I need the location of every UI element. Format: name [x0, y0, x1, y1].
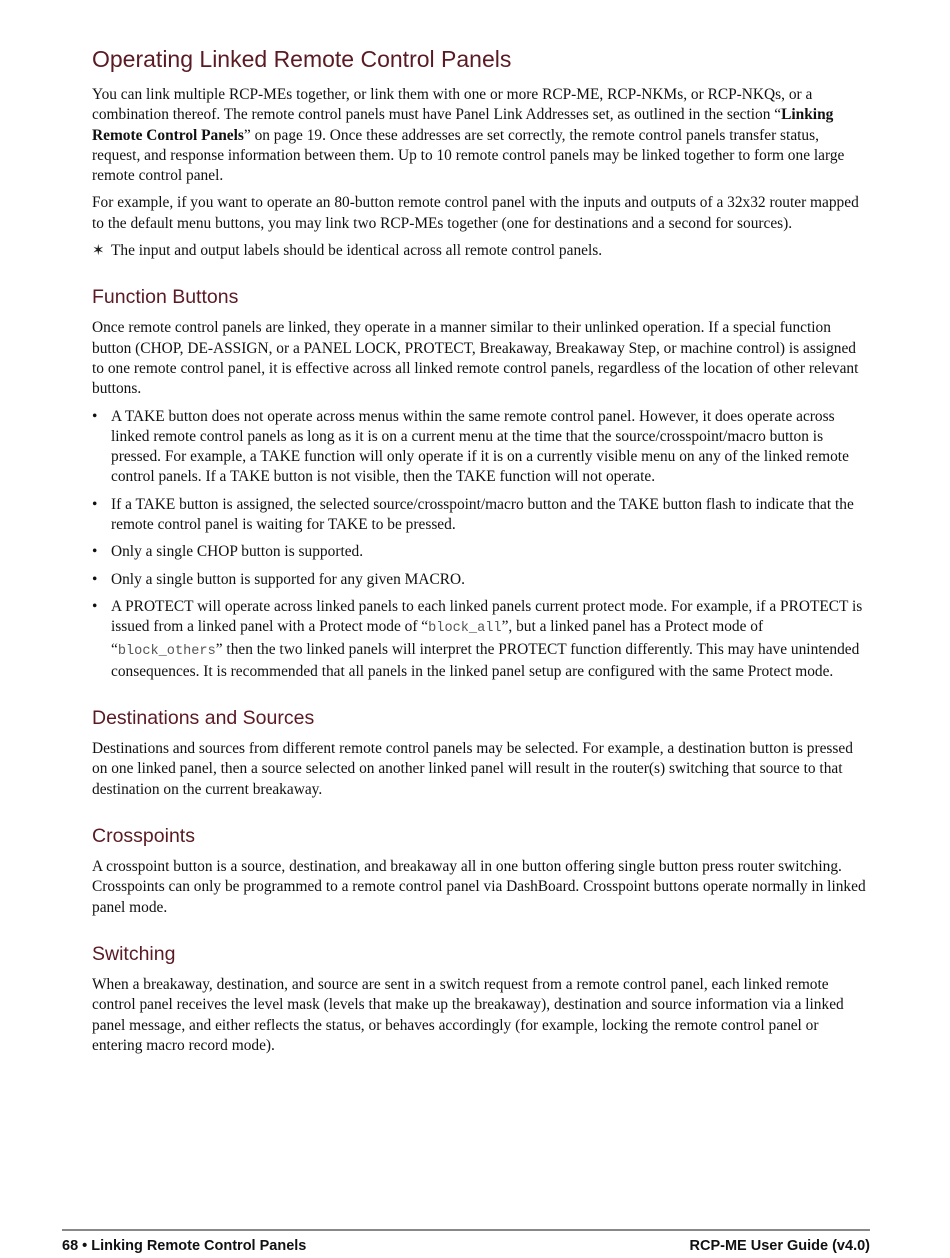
list-item-text-protect [111, 597, 868, 682]
heading-function-buttons: Function Buttons [92, 286, 239, 309]
heading-crosspoints: Crosspoints [92, 825, 195, 848]
footer-page-label: 68 • Linking Remote Control Panels [62, 1238, 307, 1254]
bullet-icon: • [92, 597, 98, 615]
protect-text-3: ” then the two linked panels will interpret the PROTECT function differently. This may have unintended consequences. It is recommended that all panels in the linked panel setup are configured with the same Protect mode. [111, 640, 860, 680]
heading-destinations-sources: Destinations and Sources [92, 707, 315, 730]
bullet-icon: • [92, 570, 98, 588]
bullet-icon: • [92, 407, 98, 425]
bullet-icon: • [92, 495, 98, 513]
section-title: Operating Linked Remote Control Panels [92, 46, 512, 72]
page-content [92, 44, 868, 1063]
list-item [92, 542, 868, 562]
note-star-icon: ✶ [92, 243, 105, 260]
list-item [92, 407, 868, 488]
intro-paragraph-1 [92, 85, 868, 186]
crosspoints-paragraph: A crosspoint button is a source, destination, and breakaway all in one button offering single button press router switching. Crosspoints can only be programmed to a remote control panel via DashBoard. Crosspoint buttons operate normally in linked panel mode. [92, 858, 866, 916]
list-item [92, 495, 868, 536]
list-item [92, 570, 868, 590]
destinations-sources-paragraph: Destinations and sources from different remote control panels may be selected. For example, a destination button is pressed on one linked panel, then a source selected on another linked panel will result in the router(s) switching that source to that destination on the current breakaway. [92, 740, 853, 798]
protect-text-2: ”, but a linked panel has a Protect mode of “ [111, 618, 764, 658]
bullet-icon: • [92, 543, 98, 561]
list-item-text: Only a single button is supported for any given MACRO. [111, 570, 465, 588]
list-item-text: Only a single CHOP button is supported. [111, 543, 364, 561]
function-buttons-paragraph: Once remote control panels are linked, they operate in a manner similar to their unlinked operation. If a special function button (CHOP, DE-ASSIGN, or a PANEL LOCK, PROTECT, Breakaway, Breakaway Step, or machine control) is assigned to one remote control panel, it is effective across all linked remote control panels, regardless of the location of other relevant buttons. [92, 319, 859, 398]
code-block-others: block_others [117, 643, 216, 659]
note-text: The input and output labels should be identical across all remote control panels. [111, 242, 603, 260]
note [92, 241, 868, 261]
protect-text-1: A PROTECT will operate across linked panels to each linked panels current protect mode. For example, if a PROTECT is issued from a linked panel with a Protect mode of “ [111, 597, 863, 636]
code-block-all: block_all [428, 621, 502, 637]
footer-guide-title: RCP-ME User Guide (v4.0) [689, 1238, 870, 1254]
intro-text-2: ” on page 19. Once these addresses are set correctly, the remote control panels transfer status, request, and response information between them. Up to 10 remote control panels may be linked together to form one large remote control panel. [92, 126, 845, 185]
list-item [92, 597, 868, 682]
section-reference: Linking Remote Control Panels [92, 106, 834, 144]
heading-switching: Switching [92, 942, 176, 965]
intro-text-1: You can link multiple RCP-MEs together, or link them with one or more RCP-ME, RCP-NKMs, or RCP-NKQs, or a combination thereof. The remote control panels must have Panel Link Addresses set, as outlined in the section “ [92, 86, 813, 124]
list-item-text: If a TAKE button is assigned, the selected source/crosspoint/macro button and the TAKE button flash to indicate that the remote control panel is waiting for TAKE to be pressed. [111, 495, 854, 534]
switching-paragraph: When a breakaway, destination, and source are sent in a switch request from a remote control panel, each linked remote control panel receives the level mask (levels that make up the breakaway), destination and source information via a linked panel message, and either reflects the status, or behaves accordingly (for example, locking the remote control panel or entering macro record mode). [92, 975, 844, 1054]
function-buttons-list [92, 407, 868, 683]
footer-divider [62, 1229, 870, 1231]
list-item-text: A TAKE button does not operate across menus within the same remote control panel. However, it does operate across linked remote control panels as long as it is on a current menu at the time that the source/crosspoint/macro button is pressed. For example, a TAKE function will only operate if it is on a currently visible menu on any of the linked remote control panels. If a TAKE button is not visible, then the TAKE function will not operate. [111, 407, 849, 486]
intro-paragraph-2: For example, if you want to operate an 80-button remote control panel with the inputs and outputs of a 32x32 router mapped to the default menu buttons, you may link two RCP-MEs together (one for destinations and a second for sources). [92, 194, 859, 232]
